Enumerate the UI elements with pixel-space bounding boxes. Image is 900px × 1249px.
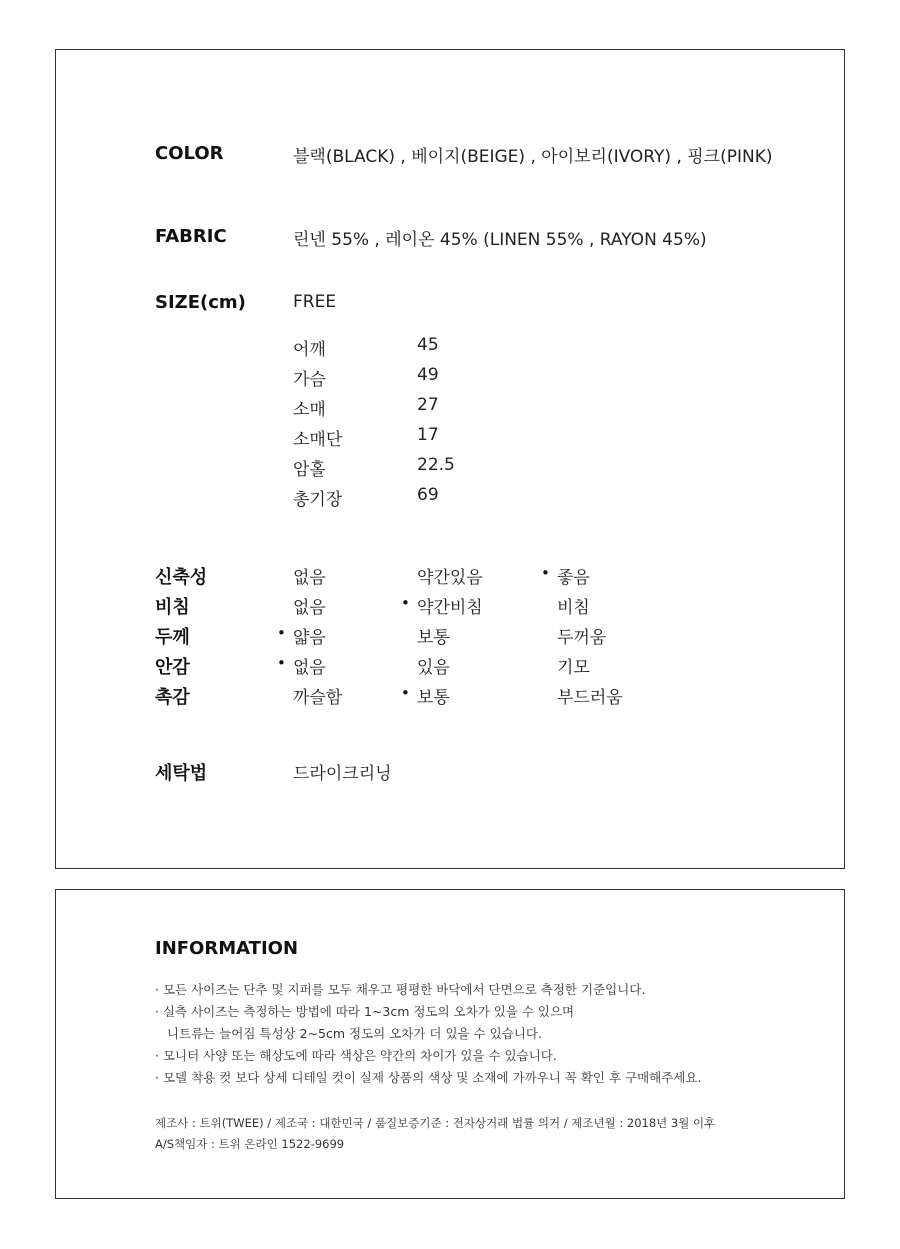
information-panel (55, 889, 845, 1199)
information-title: INFORMATION (155, 938, 299, 959)
as-contact-info: A/S책임자 : 트위 온라인 1522-9699 (155, 1137, 345, 1151)
measurement-name: 암홀 (293, 460, 326, 480)
size-label: SIZE(cm) (155, 292, 246, 313)
fabric-label: FABRIC (155, 226, 227, 247)
measurement-value: 27 (417, 395, 439, 415)
measurement-name: 가슴 (293, 370, 326, 390)
selected-bullet-icon: • (401, 684, 410, 702)
property-option: 기모 (557, 658, 590, 678)
measurement-name: 소매단 (293, 430, 343, 450)
measurement-name: 소매 (293, 400, 326, 420)
info-line: · 모니터 사양 또는 해상도에 따라 색상은 약간의 차이가 있을 수 있습니다. (155, 1048, 557, 1063)
selected-bullet-icon: • (277, 624, 286, 642)
measurement-value: 49 (417, 365, 439, 385)
property-option: 부드러움 (557, 688, 623, 708)
property-label: 신축성 (155, 567, 208, 588)
property-option: 없음 (293, 568, 326, 588)
property-label: 촉감 (155, 687, 190, 708)
info-line: 니트류는 늘어짐 특성상 2~5cm 정도의 오차가 더 있을 수 있습니다. (155, 1026, 542, 1041)
property-option: 없음 (293, 598, 326, 618)
info-line: · 모델 착용 컷 보다 상세 디테일 컷이 실제 상품의 색상 및 소재에 가까우니 꼭 확인 후 구매해주세요. (155, 1070, 702, 1085)
selected-bullet-icon: • (541, 564, 550, 582)
property-option: 까슬함 (293, 688, 343, 708)
measurement-value: 45 (417, 335, 439, 355)
property-option: 있음 (417, 658, 450, 678)
property-option: 얇음 (293, 628, 326, 648)
wash-value: 드라이크리닝 (293, 764, 392, 784)
color-value: 블랙(BLACK) , 베이지(BEIGE) , 아이보리(IVORY) , 핑크(PINK) (293, 147, 773, 167)
property-label: 안감 (155, 657, 190, 678)
info-line: · 실측 사이즈는 측정하는 방법에 따라 1~3cm 정도의 오차가 있을 수 있으며 (155, 1004, 575, 1019)
measurement-value: 17 (417, 425, 439, 445)
property-option: 비침 (557, 598, 590, 618)
color-label: COLOR (155, 143, 224, 164)
property-label: 비침 (155, 597, 190, 618)
property-option: 보통 (417, 688, 450, 708)
manufacturer-info: 제조사 : 트위(TWEE) / 제조국 : 대한민국 / 품질보증기준 : 전자상거래 법률 의거 / 제조년월 : 2018년 3월 이후 (155, 1116, 716, 1130)
measurement-value: 69 (417, 485, 439, 505)
measurement-name: 어깨 (293, 340, 326, 360)
wash-label: 세탁법 (155, 763, 208, 784)
property-option: 두꺼움 (557, 628, 607, 648)
property-label: 두께 (155, 627, 190, 648)
selected-bullet-icon: • (277, 654, 286, 672)
measurement-name: 총기장 (293, 490, 343, 510)
info-line: · 모든 사이즈는 단추 및 지퍼를 모두 채우고 평평한 바닥에서 단면으로 측정한 기준입니다. (155, 982, 646, 997)
size-value: FREE (293, 292, 337, 312)
property-option: 약간비침 (417, 598, 483, 618)
property-option: 없음 (293, 658, 326, 678)
property-option: 약간있음 (417, 568, 483, 588)
property-option: 좋음 (557, 568, 590, 588)
fabric-value: 린넨 55% , 레이온 45% (LINEN 55% , RAYON 45%) (293, 230, 707, 250)
selected-bullet-icon: • (401, 594, 410, 612)
property-option: 보통 (417, 628, 450, 648)
measurement-value: 22.5 (417, 455, 455, 475)
